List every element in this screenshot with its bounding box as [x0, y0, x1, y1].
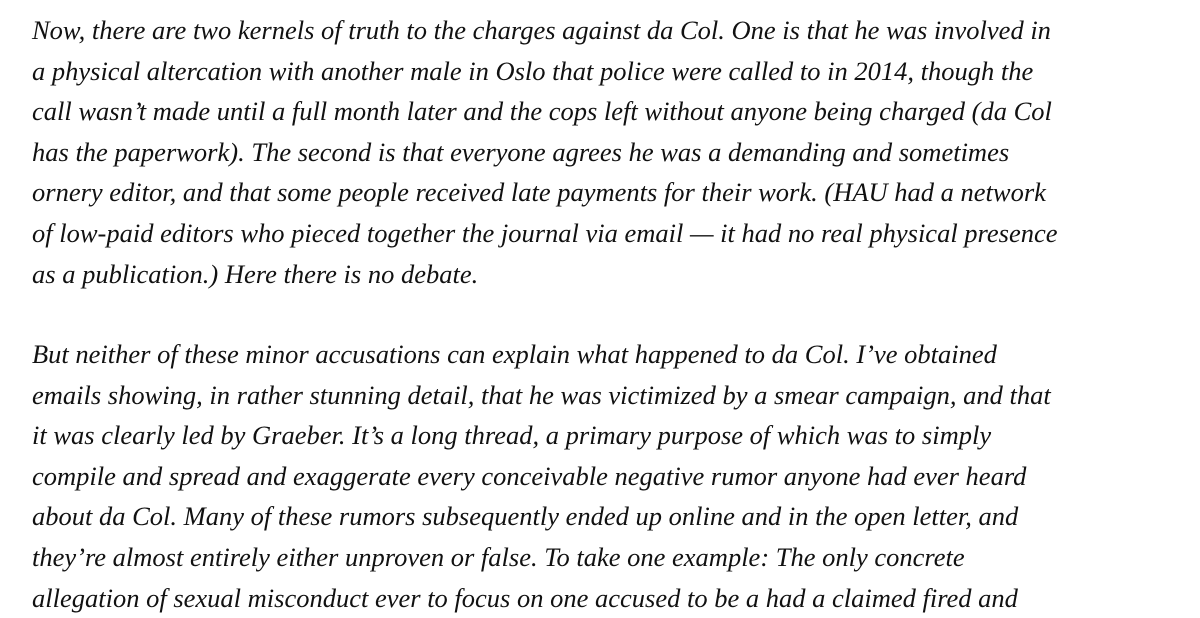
text-line: allegation of sexual misconduct ever to focus on one accused to be a had a claimed fired and	[32, 582, 1018, 613]
text-line: a physical altercation with another male in Oslo that police were called to in 2014, though the	[32, 55, 1034, 86]
paragraph-1	[32, 10, 1058, 294]
text-line: emails showing, in rather stunning detail, that he was victimized by a smear campaign, and that	[32, 379, 1051, 410]
text-line: compile and spread and exaggerate every conceivable negative rumor anyone had ever heard	[32, 460, 1027, 491]
paragraph-2	[32, 334, 1051, 618]
text-line: of low-paid editors who pieced together the journal via email — it had no real physical presence	[32, 217, 1058, 248]
text-line: call wasn’t made until a full month later and the cops left without anyone being charged (da Col	[32, 96, 1052, 127]
text-line: But neither of these minor accusations can explain what happened to da Col. I’ve obtained	[32, 339, 997, 369]
text-line: about da Col. Many of these rumors subsequently ended up online and in the open letter, and	[32, 501, 1019, 532]
text-line: as a publication.) Here there is no debate.	[32, 258, 479, 289]
text-line: they’re almost entirely either unproven or false. To take one example: The only concrete	[32, 541, 965, 572]
text-line: it was clearly led by Graeber. It’s a long thread, a primary purpose of which was to simply	[32, 420, 992, 451]
text-line: has the paperwork). The second is that everyone agrees he was a demanding and sometimes	[32, 136, 1010, 167]
text-line: Now, there are two kernels of truth to the charges against da Col. One is that he was involved in	[32, 15, 1051, 45]
text-line: ornery editor, and that some people received late payments for their work. (HAU had a network	[32, 177, 1046, 208]
